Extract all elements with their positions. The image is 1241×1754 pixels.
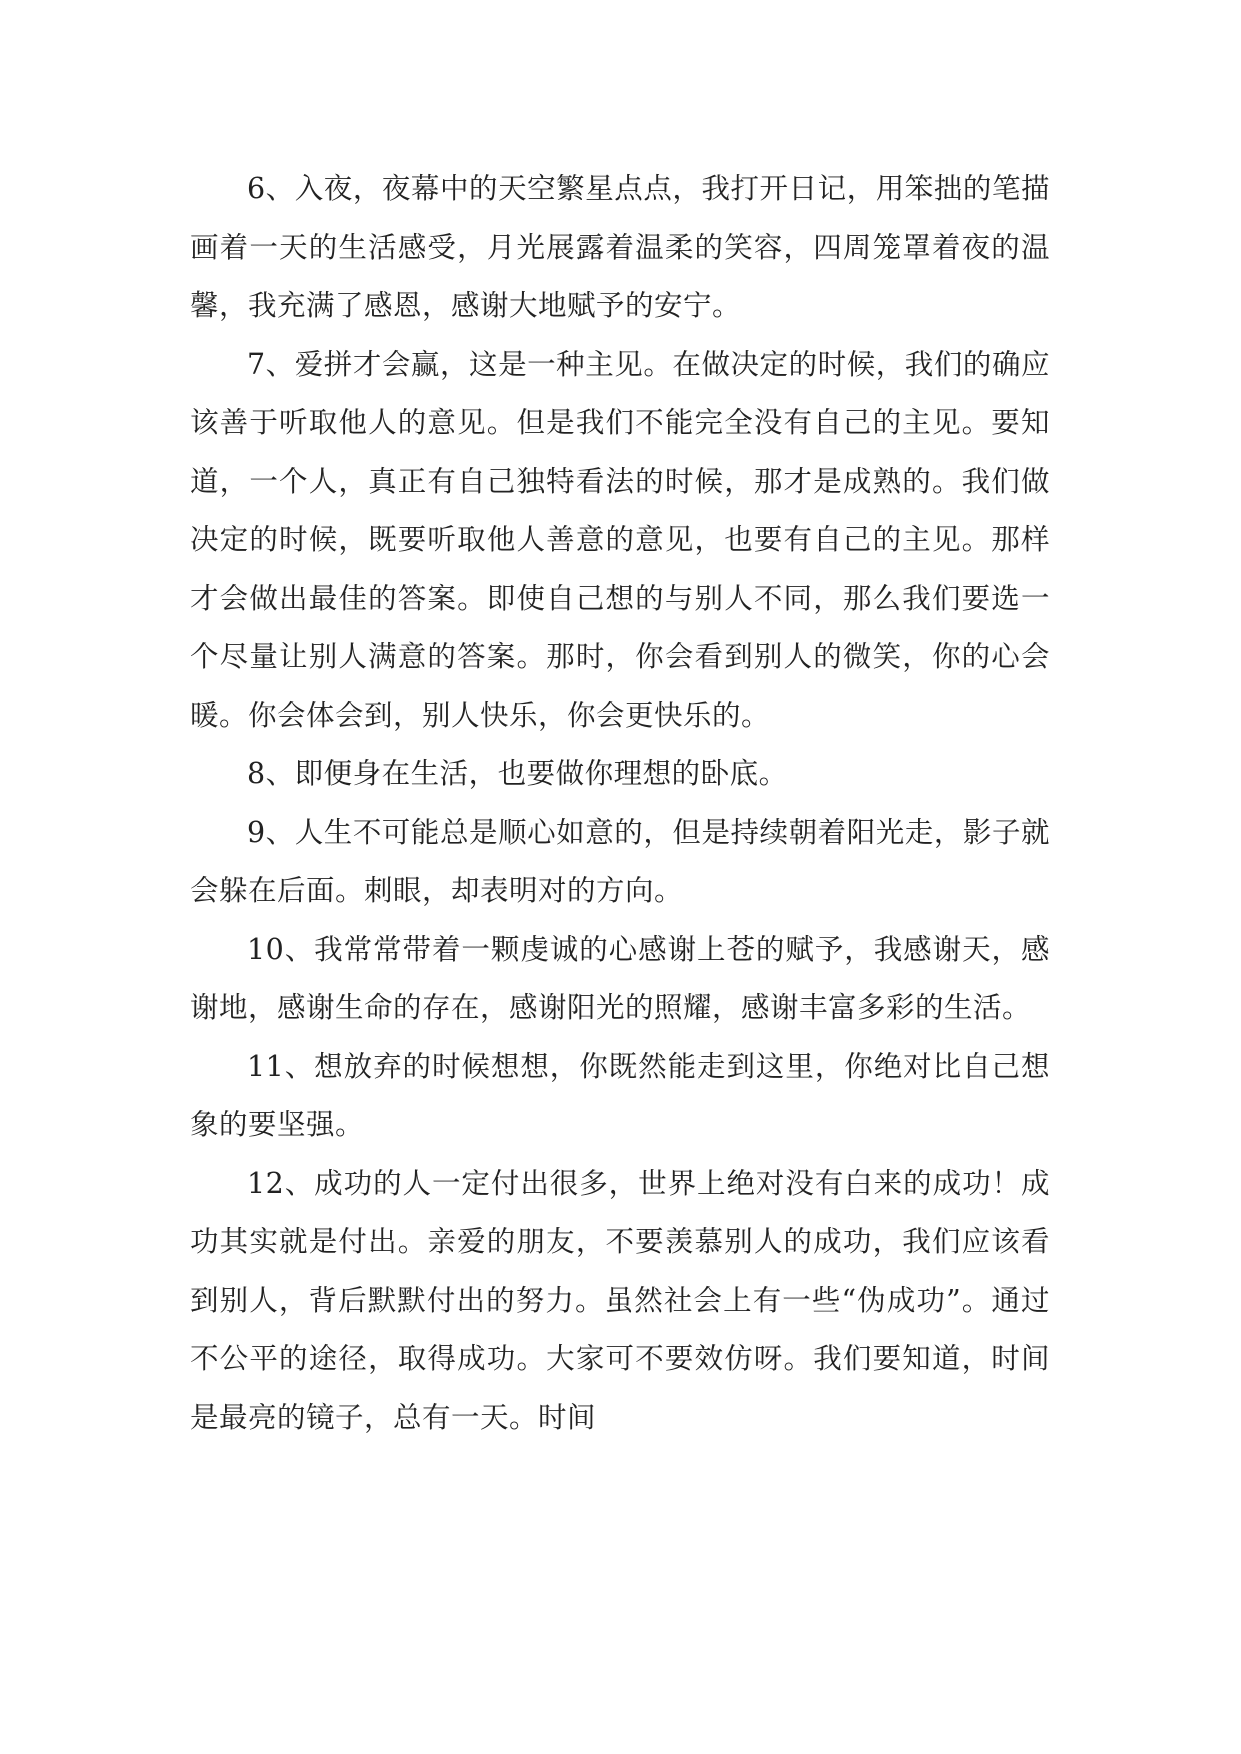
paragraph-7: 7、爱拼才会赢，这是一种主见。在做决定的时候，我们的确应该善于听取他人的意见。但是我们不能完全没有自己的主见。要知道，一个人，真正有自己独特看法的时候，那才是成熟的。我们做决定的时候，既要听取他人善意的意见，也要有自己的主见。那样才会做出最佳的答案。即使自己想的与别人不同，那么我们要选一个尽量让别人满意的答案。那时，你会看到别人的微笑，你的心会暖。你会体会到，别人快乐，你会更快乐的。 (190, 347, 1050, 732)
paragraph-8: 8、即便身在生活，也要做你理想的卧底。 (247, 757, 788, 790)
paragraph-6: 6、入夜，夜幕中的天空繁星点点，我打开日记，用笨拙的笔描画着一天的生活感受，月光展露着温柔的笑容，四周笼罩着夜的温馨，我充满了感恩，感谢大地赋予的安宁。 (190, 172, 1050, 322)
paragraph-9: 9、人生不可能总是顺心如意的，但是持续朝着阳光走，影子就会躲在后面。刺眼，却表明对的方向。 (190, 815, 1050, 907)
paragraph-12: 12、成功的人一定付出很多，世界上绝对没有白来的成功！成功其实就是付出。亲爱的朋友，不要羡慕别人的成功，我们应该看到别人，背后默默付出的努力。虽然社会上有一些“伪成功”。通过不公平的途径，取得成功。大家可不要效仿呀。我们要知道，时间是最亮的镜子，总有一天。时间 (190, 1166, 1050, 1434)
paragraph-11: 11、想放弃的时候想想，你既然能走到这里，你绝对比自己想象的要坚强。 (190, 1049, 1050, 1141)
paragraph-10: 10、我常常带着一颗虔诚的心感谢上苍的赋予，我感谢天，感谢地，感谢生命的存在，感谢阳光的照耀，感谢丰富多彩的生活。 (190, 932, 1050, 1024)
document-body (190, 160, 1050, 1447)
